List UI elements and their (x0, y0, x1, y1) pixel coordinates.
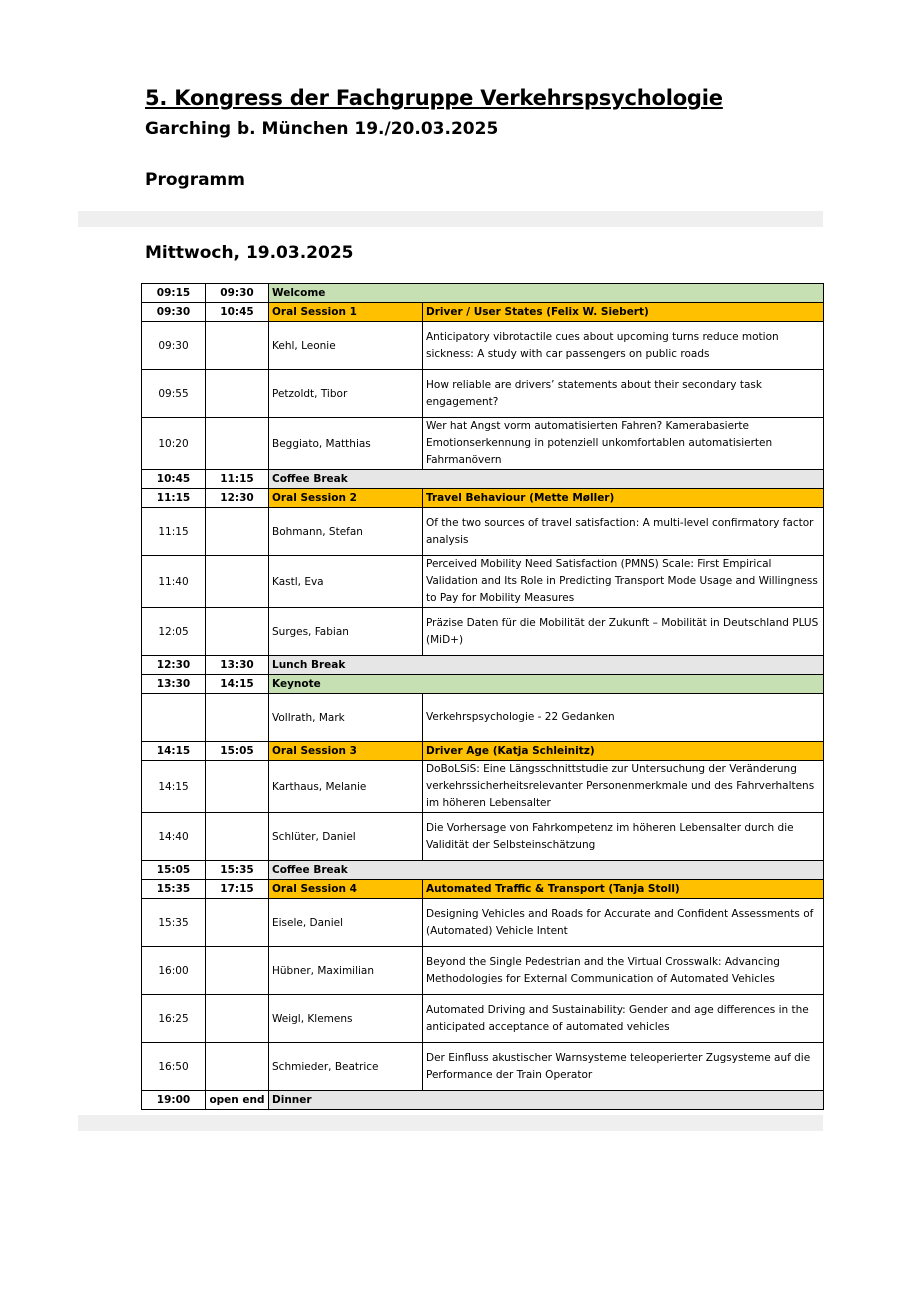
start-time: 15:35 (142, 880, 206, 899)
end-time: 11:15 (206, 470, 269, 489)
talk-row (142, 508, 824, 556)
session-label: Oral Session 2 (269, 489, 423, 508)
talk-row (142, 608, 824, 656)
start-time: 09:15 (142, 284, 206, 303)
talk-time: 11:15 (142, 508, 206, 556)
empty-cell (206, 322, 269, 370)
talk-title: Designing Vehicles and Roads for Accurate and Confident Assessments of (Automated) Vehicle Intent (423, 899, 824, 947)
start-time: 19:00 (142, 1091, 206, 1110)
start-time: 14:15 (142, 742, 206, 761)
session-row (142, 489, 824, 508)
session-label: Oral Session 3 (269, 742, 423, 761)
speaker-name: Bohmann, Stefan (269, 508, 423, 556)
program-table (141, 283, 824, 1110)
talk-title: Of the two sources of travel satisfaction: A multi-level confirmatory factor analysis (423, 508, 824, 556)
talk-row (142, 899, 824, 947)
talk-row (142, 370, 824, 418)
session-label: Oral Session 1 (269, 303, 423, 322)
talk-title: DoBoLSiS: Eine Längsschnittstudie zur Untersuchung der Veränderung verkehrssicherheitsrelevanter Personenmerkmale und des Fahrverhaltens im höheren Lebensalter (423, 761, 824, 813)
empty-cell (206, 1043, 269, 1091)
break-label: Lunch Break (269, 656, 824, 675)
plenary-label: Welcome (269, 284, 824, 303)
speaker-name: Weigl, Klemens (269, 995, 423, 1043)
day-heading: Mittwoch, 19.03.2025 (145, 243, 354, 263)
talk-time: 11:40 (142, 556, 206, 608)
talk-time: 09:30 (142, 322, 206, 370)
end-time: 14:15 (206, 675, 269, 694)
talk-time: 12:05 (142, 608, 206, 656)
talk-row (142, 418, 824, 470)
session-label: Oral Session 4 (269, 880, 423, 899)
speaker-name: Eisele, Daniel (269, 899, 423, 947)
speaker-name: Schmieder, Beatrice (269, 1043, 423, 1091)
session-topic: Driver Age (Katja Schleinitz) (423, 742, 824, 761)
talk-title: Anticipatory vibrotactile cues about upcoming turns reduce motion sickness: A study with car passengers on public roads (423, 322, 824, 370)
separator-bar-top (78, 211, 823, 227)
talk-row (142, 947, 824, 995)
talk-title: Automated Driving and Sustainability: Gender and age differences in the anticipated acceptance of automated vehicles (423, 995, 824, 1043)
talk-row (142, 761, 824, 813)
talk-time (142, 694, 206, 742)
speaker-name: Hübner, Maximilian (269, 947, 423, 995)
empty-cell (206, 556, 269, 608)
empty-cell (206, 418, 269, 470)
empty-cell (206, 694, 269, 742)
session-row (142, 880, 824, 899)
talk-title: Präzise Daten für die Mobilität der Zukunft – Mobilität in Deutschland PLUS (MiD+) (423, 608, 824, 656)
break-label: Coffee Break (269, 470, 824, 489)
end-time: 12:30 (206, 489, 269, 508)
empty-cell (206, 899, 269, 947)
speaker-name: Surges, Fabian (269, 608, 423, 656)
talk-row (142, 322, 824, 370)
empty-cell (206, 947, 269, 995)
empty-cell (206, 608, 269, 656)
document-title: 5. Kongress der Fachgruppe Verkehrspsychologie (145, 86, 723, 110)
speaker-name: Kehl, Leonie (269, 322, 423, 370)
talk-title: Perceived Mobility Need Satisfaction (PMNS) Scale: First Empirical Validation and Its Role in Predicting Transport Mode Usage and Willingness to Pay for Mobility Measures (423, 556, 824, 608)
talk-title: Der Einfluss akustischer Warnsysteme teleoperierter Zugsysteme auf die Performance der Train Operator (423, 1043, 824, 1091)
start-time: 09:30 (142, 303, 206, 322)
speaker-name: Karthaus, Melanie (269, 761, 423, 813)
session-row (142, 742, 824, 761)
empty-cell (206, 995, 269, 1043)
talk-time: 09:55 (142, 370, 206, 418)
start-time: 12:30 (142, 656, 206, 675)
end-time: open end (206, 1091, 269, 1110)
end-time: 09:30 (206, 284, 269, 303)
talk-title: Beyond the Single Pedestrian and the Virtual Crosswalk: Advancing Methodologies for External Communication of Automated Vehicles (423, 947, 824, 995)
session-topic: Driver / User States (Felix W. Siebert) (423, 303, 824, 322)
end-time: 10:45 (206, 303, 269, 322)
talk-time: 16:50 (142, 1043, 206, 1091)
talk-row (142, 995, 824, 1043)
talk-row (142, 556, 824, 608)
speaker-name: Beggiato, Matthias (269, 418, 423, 470)
session-topic: Automated Traffic & Transport (Tanja Stoll) (423, 880, 824, 899)
break-row (142, 861, 824, 880)
end-time: 13:30 (206, 656, 269, 675)
talk-title: Verkehrspsychologie - 22 Gedanken (423, 694, 824, 742)
talk-title: Die Vorhersage von Fahrkompetenz im höheren Lebensalter durch die Validität der Selbsteinschätzung (423, 813, 824, 861)
start-time: 15:05 (142, 861, 206, 880)
separator-bar-bottom (78, 1115, 823, 1131)
talk-time: 14:40 (142, 813, 206, 861)
talk-time: 16:00 (142, 947, 206, 995)
break-label: Coffee Break (269, 861, 824, 880)
end-time: 15:05 (206, 742, 269, 761)
section-heading: Programm (145, 170, 245, 190)
session-topic: Travel Behaviour (Mette Møller) (423, 489, 824, 508)
end-time: 15:35 (206, 861, 269, 880)
talk-time: 16:25 (142, 995, 206, 1043)
break-label: Dinner (269, 1091, 824, 1110)
empty-cell (206, 813, 269, 861)
empty-cell (206, 761, 269, 813)
plenary-row (142, 675, 824, 694)
talk-title: How reliable are drivers’ statements about their secondary task engagement? (423, 370, 824, 418)
talk-time: 14:15 (142, 761, 206, 813)
talk-title: Wer hat Angst vorm automatisierten Fahren? Kamerabasierte Emotionserkennung in potenziell unkomfortablen automatisierten Fahrmanövern (423, 418, 824, 470)
speaker-name: Petzoldt, Tibor (269, 370, 423, 418)
empty-cell (206, 508, 269, 556)
talk-time: 10:20 (142, 418, 206, 470)
start-time: 10:45 (142, 470, 206, 489)
speaker-name: Vollrath, Mark (269, 694, 423, 742)
talk-row (142, 694, 824, 742)
speaker-name: Kastl, Eva (269, 556, 423, 608)
plenary-row (142, 284, 824, 303)
session-row (142, 303, 824, 322)
start-time: 11:15 (142, 489, 206, 508)
start-time: 13:30 (142, 675, 206, 694)
document-subtitle: Garching b. München 19./20.03.2025 (145, 119, 499, 139)
break-row (142, 656, 824, 675)
talk-row (142, 813, 824, 861)
plenary-label: Keynote (269, 675, 824, 694)
empty-cell (206, 370, 269, 418)
talk-row (142, 1043, 824, 1091)
end-time: 17:15 (206, 880, 269, 899)
talk-time: 15:35 (142, 899, 206, 947)
break-row (142, 470, 824, 489)
break-row (142, 1091, 824, 1110)
speaker-name: Schlüter, Daniel (269, 813, 423, 861)
